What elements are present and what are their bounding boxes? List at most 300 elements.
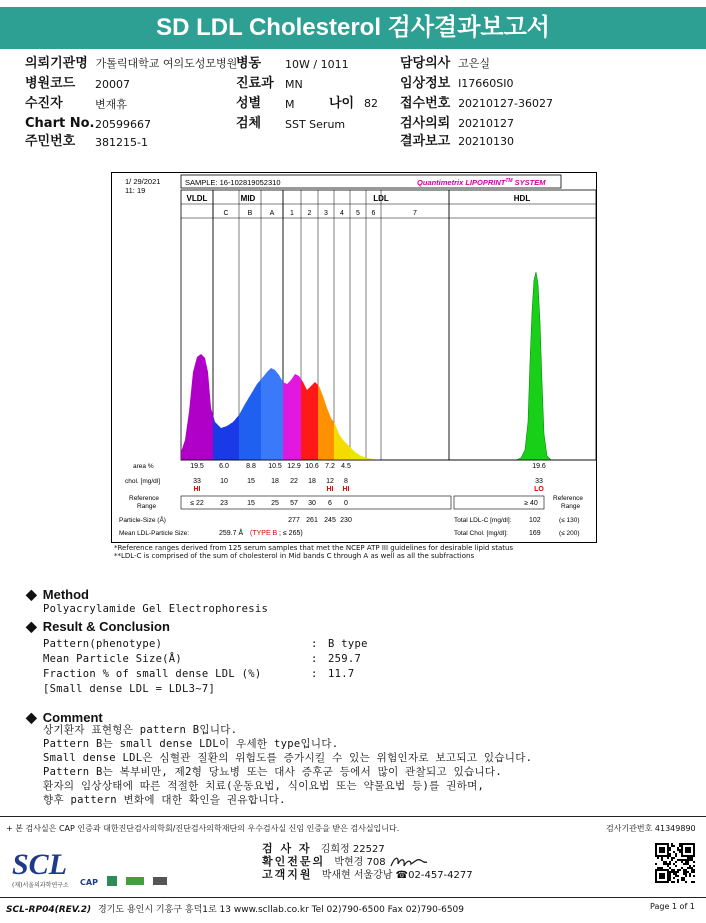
qr-module bbox=[657, 857, 659, 859]
qr-module bbox=[693, 871, 695, 873]
qr-module bbox=[687, 863, 689, 865]
qr-module bbox=[655, 881, 657, 883]
info-sex: 성별 bbox=[236, 96, 262, 111]
qr-module bbox=[655, 877, 657, 879]
qr-module bbox=[671, 869, 673, 871]
qr-module bbox=[669, 849, 671, 851]
qr-module bbox=[685, 871, 687, 873]
qr-module bbox=[691, 881, 693, 883]
info-receipt-no: 접수번호 20210127-36027 bbox=[400, 96, 554, 111]
qr-module bbox=[667, 865, 669, 867]
qr-module bbox=[693, 881, 695, 883]
qr-module bbox=[667, 857, 669, 859]
qr-module bbox=[657, 843, 659, 845]
qr-module bbox=[681, 867, 683, 869]
total-ldl-label: Total LDL-C [mg/dl]: bbox=[454, 517, 512, 524]
qr-module bbox=[663, 875, 665, 877]
qr-module bbox=[693, 847, 695, 849]
qr-module bbox=[683, 879, 685, 881]
total-ldl-ref: (≤ 130) bbox=[559, 517, 580, 524]
hospital-code-value: 20007 bbox=[95, 78, 130, 91]
area-value: 19.6 bbox=[532, 463, 546, 470]
lab-name: (재)서울의과학연구소 bbox=[12, 882, 69, 889]
ref-range-value: 0 bbox=[344, 500, 348, 507]
particle-size-value: 245 bbox=[324, 517, 336, 524]
footnote-1: *Reference ranges derived from 125 serum samples that met the NCEP ATP III guidelines for desirable lipid status bbox=[114, 544, 514, 552]
qr-module bbox=[683, 877, 685, 879]
method-section bbox=[26, 586, 89, 603]
qr-module bbox=[657, 881, 659, 883]
accreditation-logo bbox=[126, 877, 144, 885]
band-label: 2 bbox=[307, 210, 312, 217]
qr-module bbox=[681, 855, 683, 857]
chol-value: 33 bbox=[193, 478, 201, 485]
qr-module bbox=[693, 851, 695, 853]
qr-module bbox=[679, 849, 681, 851]
qr-module bbox=[677, 847, 679, 849]
qr-module bbox=[691, 857, 693, 859]
chol-value: 8 bbox=[344, 478, 348, 485]
qr-module bbox=[685, 843, 687, 845]
ref-range-value: 57 bbox=[290, 500, 298, 507]
result-label-pattern: Pattern(phenotype) bbox=[43, 638, 163, 650]
result-sep: : bbox=[311, 668, 318, 680]
method-heading: Method bbox=[42, 587, 89, 602]
qr-module bbox=[661, 877, 663, 879]
qr-module bbox=[687, 861, 689, 863]
qr-module bbox=[687, 867, 689, 869]
qr-module bbox=[661, 875, 663, 877]
result-heading: Result & Conclusion bbox=[42, 619, 170, 634]
comment-line: Pattern B는 small dense LDL이 우세한 type입니다. bbox=[43, 738, 339, 750]
qr-module bbox=[661, 855, 663, 857]
qr-module bbox=[691, 859, 693, 861]
ref-range-value: 15 bbox=[247, 500, 255, 507]
mean-ldl-tail: ; ≤ 265) bbox=[279, 530, 303, 537]
particle-size-label: Particle-Size (Å) bbox=[119, 517, 166, 524]
qr-module bbox=[685, 869, 687, 871]
qr-module bbox=[683, 843, 685, 845]
qr-module bbox=[655, 851, 657, 853]
qr-module bbox=[667, 863, 669, 865]
group-label: HDL bbox=[513, 194, 531, 203]
row-label-chol: chol. [mg/dl] bbox=[125, 478, 161, 485]
particle-size-value: 277 bbox=[288, 517, 300, 524]
qr-module bbox=[689, 847, 691, 849]
qr-module bbox=[667, 869, 669, 871]
qr-module bbox=[691, 843, 693, 845]
group-label: VLDL bbox=[186, 194, 208, 203]
lab-address: 경기도 용인시 기흥구 흥덕1로 13 www.scllab.co.kr Tel 02)790-6500 Fax 02)790-6509 bbox=[98, 905, 464, 915]
dept-value: MN bbox=[285, 78, 303, 91]
total-chol-label: Total Chol. [mg/dl]: bbox=[454, 530, 508, 537]
chol-value: 33 bbox=[535, 478, 543, 485]
flag-value: HI bbox=[326, 486, 334, 493]
band-area-1 bbox=[283, 374, 301, 460]
total-chol-ref: (≤ 200) bbox=[559, 530, 580, 537]
qr-module bbox=[691, 867, 693, 869]
qr-module bbox=[675, 855, 677, 857]
mean-ldl-label: Mean LDL-Particle Size: bbox=[119, 530, 190, 537]
qr-module bbox=[687, 849, 689, 851]
qr-module bbox=[677, 859, 679, 861]
qr-module bbox=[669, 853, 671, 855]
qr-module bbox=[667, 845, 669, 847]
qr-module bbox=[683, 869, 685, 871]
qr-module bbox=[675, 861, 677, 863]
group-label: LDL bbox=[373, 194, 389, 203]
particle-size-value: 230 bbox=[340, 517, 352, 524]
area-value: 19.5 bbox=[190, 463, 204, 470]
qr-module bbox=[657, 867, 659, 869]
qr-module bbox=[663, 849, 665, 851]
area-value: 6.0 bbox=[219, 463, 229, 470]
band-label: 3 bbox=[324, 210, 328, 217]
qr-module bbox=[675, 871, 677, 873]
qr-module bbox=[667, 851, 669, 853]
info-chart-no: Chart No. bbox=[25, 116, 95, 131]
qr-module bbox=[683, 859, 685, 861]
qr-module bbox=[685, 847, 687, 849]
band-label: C bbox=[223, 210, 229, 217]
accreditation-logos bbox=[80, 870, 167, 889]
qr-module bbox=[669, 861, 671, 863]
chol-value: 10 bbox=[220, 478, 228, 485]
ref-range-value: 25 bbox=[271, 500, 279, 507]
qr-module bbox=[689, 875, 691, 877]
row-label-ref-right: Reference bbox=[553, 495, 583, 502]
result-sep: : bbox=[311, 638, 318, 650]
qr-module bbox=[661, 849, 663, 851]
resident-no-value: 381215-1 bbox=[95, 136, 148, 149]
info-age: 나이 82 bbox=[329, 96, 378, 111]
qr-module bbox=[693, 853, 695, 855]
ref-range-value: ≤ 22 bbox=[190, 500, 204, 507]
qr-module bbox=[679, 843, 681, 845]
qr-module bbox=[655, 853, 657, 855]
qr-module bbox=[687, 847, 689, 849]
chart-frame bbox=[112, 173, 597, 543]
qr-module bbox=[673, 845, 675, 847]
chart-date: 1/ 29/2021 bbox=[125, 177, 161, 186]
qr-module bbox=[687, 851, 689, 853]
qr-module bbox=[663, 873, 665, 875]
qr-module bbox=[687, 855, 689, 857]
ref-range-value: 23 bbox=[220, 500, 228, 507]
flag-value: HI bbox=[193, 486, 201, 493]
row-label-ref-right: Range bbox=[561, 503, 581, 510]
ward-value: 10W / 1011 bbox=[285, 58, 349, 71]
qr-module bbox=[667, 847, 669, 849]
qr-module bbox=[673, 857, 675, 859]
particle-size-value: 261 bbox=[306, 517, 318, 524]
qr-module bbox=[661, 851, 663, 853]
qr-module bbox=[685, 881, 687, 883]
area-value: 4.5 bbox=[341, 463, 351, 470]
result-note: [Small dense LDL = LDL3~7] bbox=[43, 683, 216, 695]
qr-module bbox=[693, 849, 695, 851]
band-label: 4 bbox=[340, 210, 344, 217]
qr-module bbox=[671, 843, 673, 845]
group-label: MID bbox=[240, 194, 256, 203]
lipoprint-brand bbox=[417, 178, 546, 187]
lipoprint-chart bbox=[111, 172, 597, 543]
page-number: Page 1 of 1 bbox=[650, 902, 695, 911]
qr-module bbox=[683, 871, 685, 873]
qr-module bbox=[689, 843, 691, 845]
band-label: A bbox=[269, 210, 275, 217]
qr-module bbox=[693, 845, 695, 847]
info-dept: 진료과 bbox=[236, 76, 274, 91]
qr-module bbox=[683, 855, 685, 857]
qr-module bbox=[689, 865, 691, 867]
qr-module bbox=[655, 855, 657, 857]
qr-module bbox=[681, 879, 683, 881]
sample-id: SAMPLE: 16-102819052310 bbox=[185, 178, 281, 187]
qr-module bbox=[661, 881, 663, 883]
qr-module bbox=[685, 859, 687, 861]
qr-module bbox=[675, 865, 677, 867]
qr-module bbox=[681, 877, 683, 879]
comment-line: Pattern B는 복부비만, 제2형 당뇨병 또는 대사 증후군 등에서 많이 관찰되고 있습니다. bbox=[43, 766, 502, 778]
qr-module bbox=[665, 863, 667, 865]
qr-module bbox=[661, 859, 663, 861]
area-value: 8.8 bbox=[246, 463, 256, 470]
lab-number: 검사기관번호 41349890 bbox=[606, 824, 696, 833]
report-title: SD LDL Cholesterol 검사결과보고서 bbox=[0, 7, 706, 49]
total-ldl-value: 102 bbox=[529, 517, 541, 524]
qr-module bbox=[667, 877, 669, 879]
qr-module bbox=[689, 851, 691, 853]
qr-module bbox=[663, 855, 665, 857]
qr-module bbox=[677, 871, 679, 873]
qr-module bbox=[667, 853, 669, 855]
qr-module bbox=[655, 875, 657, 877]
chol-value: 22 bbox=[290, 478, 298, 485]
qr-code-icon bbox=[655, 843, 695, 883]
qr-module bbox=[663, 877, 665, 879]
info-doctor: 담당의사 고은실 bbox=[400, 56, 490, 71]
flag-value: HI bbox=[342, 486, 350, 493]
qr-module bbox=[693, 861, 695, 863]
cap-logo: CAP bbox=[80, 878, 98, 887]
qr-module bbox=[675, 853, 677, 855]
qr-module bbox=[673, 877, 675, 879]
qr-module bbox=[677, 879, 679, 881]
brand-tm: TM bbox=[505, 178, 513, 184]
signer-row: 고객지원 박새현 서울강남 ☎02-457-4277 bbox=[262, 868, 473, 881]
qr-module bbox=[669, 863, 671, 865]
mean-ldl-type: (TYPE B bbox=[250, 530, 278, 537]
qr-module bbox=[681, 845, 683, 847]
qr-module bbox=[661, 843, 663, 845]
qr-module bbox=[685, 861, 687, 863]
qr-module bbox=[693, 875, 695, 877]
footer-divider bbox=[0, 816, 706, 817]
qr-module bbox=[685, 849, 687, 851]
qr-module bbox=[683, 873, 685, 875]
qr-module bbox=[667, 881, 669, 883]
area-value: 10.5 bbox=[268, 463, 282, 470]
qr-module bbox=[661, 867, 663, 869]
band-label: 7 bbox=[413, 210, 417, 217]
qr-module bbox=[663, 869, 665, 871]
qr-module bbox=[671, 859, 673, 861]
qr-module bbox=[655, 849, 657, 851]
qr-module bbox=[663, 881, 665, 883]
area-value: 7.2 bbox=[325, 463, 335, 470]
result-section bbox=[26, 618, 170, 635]
info-ward: 병동 bbox=[236, 56, 262, 71]
qr-module bbox=[693, 843, 695, 845]
scl-logo bbox=[12, 850, 69, 889]
accreditation-logo bbox=[107, 876, 117, 886]
qr-module bbox=[681, 853, 683, 855]
mean-ldl-value: 259.7 Å bbox=[219, 530, 244, 537]
qr-module bbox=[671, 845, 673, 847]
chart-time: 11: 19 bbox=[125, 186, 146, 195]
qr-module bbox=[659, 867, 661, 869]
qr-module bbox=[685, 851, 687, 853]
qr-module bbox=[669, 879, 671, 881]
info-hospital-code: 병원코드 bbox=[25, 76, 76, 91]
info-resident-no: 주민번호 bbox=[25, 134, 76, 149]
qr-module bbox=[655, 871, 657, 873]
qr-module bbox=[691, 869, 693, 871]
comment-heading: Comment bbox=[42, 710, 103, 725]
qr-module bbox=[681, 843, 683, 845]
qr-module bbox=[673, 881, 675, 883]
qr-module bbox=[661, 873, 663, 875]
qr-module bbox=[659, 849, 661, 851]
qr-module bbox=[687, 871, 689, 873]
qr-module bbox=[667, 849, 669, 851]
row-label-ref: Reference bbox=[129, 495, 159, 502]
diamond-icon: ◆ bbox=[26, 586, 37, 602]
qr-module bbox=[693, 865, 695, 867]
qr-module bbox=[681, 851, 683, 853]
patient-name-value: 변재휴 bbox=[95, 98, 127, 111]
qr-module bbox=[659, 881, 661, 883]
ref-range-value: 6 bbox=[328, 500, 332, 507]
qr-module bbox=[657, 869, 659, 871]
footer-line bbox=[6, 902, 464, 915]
footnote-2: **LDL-C is comprised of the sum of cholesterol in Mid bands C through A as well as all the subfractions bbox=[114, 552, 475, 560]
qr-module bbox=[669, 855, 671, 857]
band-label: 6 bbox=[371, 210, 376, 217]
form-code: SCL-RP04(REV.2) bbox=[6, 905, 92, 915]
qr-module bbox=[657, 855, 659, 857]
qr-module bbox=[661, 857, 663, 859]
qr-module bbox=[679, 845, 681, 847]
qr-module bbox=[667, 879, 669, 881]
result-value-size: 259.7 bbox=[328, 653, 362, 665]
band-area-2 bbox=[301, 379, 318, 460]
chol-value: 18 bbox=[308, 478, 316, 485]
certification-note: + 본 검사실은 CAP 인증과 대한진단검사의학회/진단검사의학재단의 우수검사실 신임 인증을 받은 검사실입니다. bbox=[6, 824, 400, 833]
qr-module bbox=[667, 843, 669, 845]
info-institution: 의뢰기관명 가톨릭대학교 여의도성모병원 bbox=[25, 56, 238, 71]
qr-module bbox=[689, 867, 691, 869]
qr-module bbox=[675, 875, 677, 877]
comment-line: 환자의 임상상태에 따른 적절한 치료(운동요법, 식이요법 또는 약물요법 등)를 권하며, bbox=[43, 780, 485, 792]
brand-suffix: SYSTEM bbox=[512, 178, 546, 187]
qr-module bbox=[689, 873, 691, 875]
qr-module bbox=[685, 875, 687, 877]
chart-no-value: 20599667 bbox=[95, 118, 151, 131]
qr-module bbox=[669, 847, 671, 849]
qr-module bbox=[685, 863, 687, 865]
qr-module bbox=[667, 871, 669, 873]
qr-module bbox=[665, 861, 667, 863]
chol-value: 18 bbox=[271, 478, 279, 485]
qr-module bbox=[663, 847, 665, 849]
result-value-fraction: 11.7 bbox=[328, 668, 355, 680]
band-area-a bbox=[261, 368, 283, 460]
result-sep: : bbox=[311, 653, 318, 665]
qr-module bbox=[673, 863, 675, 865]
qr-module bbox=[659, 869, 661, 871]
qr-module bbox=[667, 873, 669, 875]
ref-range-value: 30 bbox=[308, 500, 316, 507]
band-label: B bbox=[247, 210, 253, 217]
qr-module bbox=[689, 857, 691, 859]
result-label-size: Mean Particle Size(Å) bbox=[43, 653, 183, 665]
qr-module bbox=[673, 871, 675, 873]
qr-module bbox=[659, 843, 661, 845]
qr-module bbox=[689, 859, 691, 861]
qr-module bbox=[669, 875, 671, 877]
qr-module bbox=[677, 849, 679, 851]
qr-module bbox=[655, 869, 657, 871]
qr-module bbox=[663, 861, 665, 863]
info-specimen: 검체 bbox=[236, 116, 262, 131]
flag-value: LO bbox=[534, 486, 544, 493]
qr-module bbox=[681, 861, 683, 863]
qr-module bbox=[671, 871, 673, 873]
qr-module bbox=[655, 845, 657, 847]
diamond-icon: ◆ bbox=[26, 618, 37, 634]
qr-module bbox=[661, 847, 663, 849]
qr-module bbox=[691, 855, 693, 857]
qr-module bbox=[677, 881, 679, 883]
qr-module bbox=[659, 873, 661, 875]
qr-module bbox=[669, 867, 671, 869]
method-text: Polyacrylamide Gel Electrophoresis bbox=[43, 603, 269, 615]
qr-module bbox=[669, 871, 671, 873]
qr-module bbox=[693, 855, 695, 857]
area-value: 10.6 bbox=[305, 463, 319, 470]
sex-value: M bbox=[285, 98, 295, 111]
qr-module bbox=[683, 863, 685, 865]
qr-module bbox=[673, 851, 675, 853]
qr-module bbox=[663, 863, 665, 865]
qr-module bbox=[655, 843, 657, 845]
signer-row: 확인전문의 박현경 708 bbox=[262, 853, 429, 870]
qr-module bbox=[665, 855, 667, 857]
qr-module bbox=[659, 855, 661, 857]
qr-module bbox=[681, 859, 683, 861]
qr-module bbox=[665, 843, 667, 845]
brand-name: Quantimetrix LIPOPRINT bbox=[417, 178, 506, 187]
qr-module bbox=[681, 847, 683, 849]
qr-module bbox=[675, 873, 677, 875]
comment-line: Small dense LDL은 심혈관 질환의 위험도를 증가시킬 수 있는 위험인자로 보고되고 있습니다. bbox=[43, 752, 533, 764]
result-value-pattern: B type bbox=[328, 638, 368, 650]
qr-module bbox=[665, 869, 667, 871]
qr-module bbox=[681, 849, 683, 851]
qr-module bbox=[655, 863, 657, 865]
